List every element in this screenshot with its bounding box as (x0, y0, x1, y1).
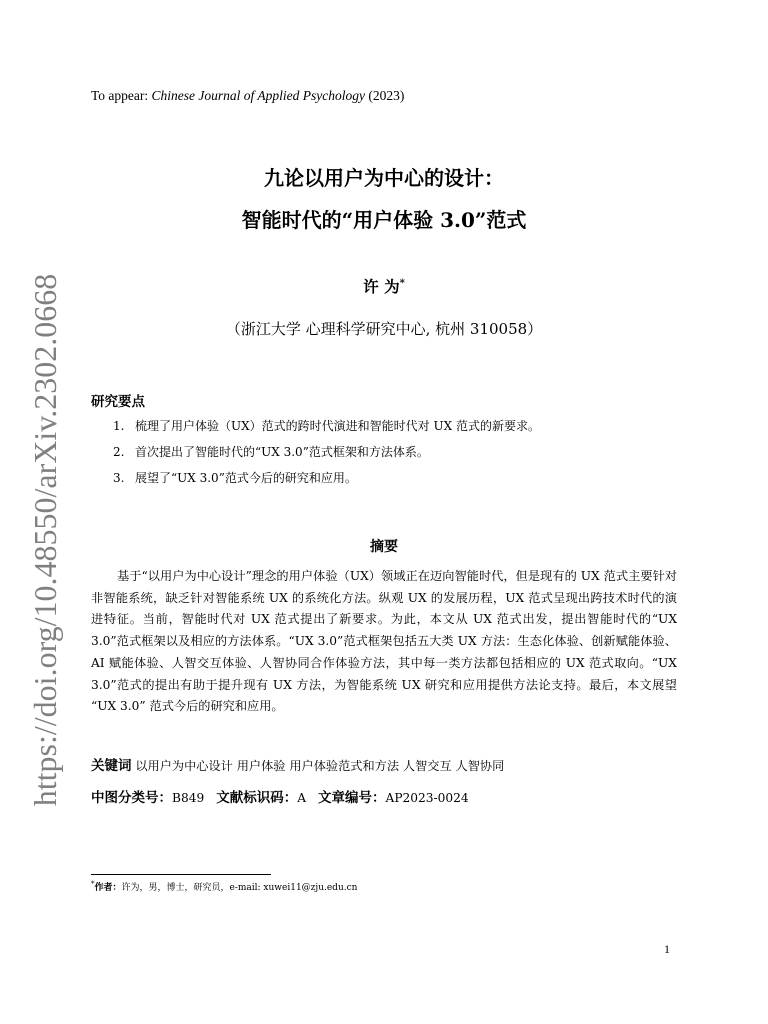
author-name: 许 为 (363, 277, 400, 296)
highlight-number: 1. (113, 419, 125, 433)
highlights-heading: 研究要点 (91, 394, 145, 410)
clc-label: 中图分类号： (91, 790, 172, 806)
highlight-item (113, 418, 540, 444)
keywords-text: 以用户为中心设计 用户体验 用户体验范式和方法 人智交互 人智协同 (135, 759, 505, 773)
highlight-text: 首次提出了智能时代的“UX 3.0”范式框架和方法体系。 (135, 445, 429, 459)
footnote-label: 作者： (94, 883, 122, 893)
doc-code-value: A (297, 791, 307, 805)
abstract-heading: 摘要 (370, 539, 398, 555)
publication-year: (2023) (365, 88, 405, 103)
article-number-value: AP2023-0024 (385, 791, 469, 805)
footnote-mark: * (91, 880, 95, 888)
keywords-label: 关键词 (91, 758, 132, 774)
journal-name: Chinese Journal of Applied Psychology (151, 88, 365, 103)
footnote-divider (91, 874, 271, 875)
footnote (91, 880, 357, 893)
footnote-text: 许为，男，博士，研究员，e-mail: xuwei11@zju.edu.cn (121, 883, 358, 893)
keywords (91, 754, 504, 774)
author-footnote-mark: * (399, 277, 405, 289)
highlight-number: 2. (113, 445, 125, 459)
publication-notice-prefix: To appear: (91, 88, 152, 103)
abstract-body: 基于“以用户为中心设计”理念的用户体验（UX）领域正在迈向智能时代，但是现有的 UX 范式主要针对非智能系统，缺乏针对智能系统 UX 的系统化方法。纵观 UX 的发展历程，UX 范式呈现出跨技术时代的演进特征。当前，智能时代对 UX 范式提出了新要求。为此，本文从 UX 范式出发，提出智能时代的“UX 3.0”范式框架以及相应的方法体系。“UX 3.0”范式框架包括五大类 UX 方法：生态化体验、创新赋能体验、AI 赋能体验、人智交互体验、人智协同合作体验方法，其中每一类方法都包括相应的 UX 范式取向。“UX 3.0”范式的提出有助于提升现有 UX 方法，为智能系统 UX 研究和应用提供方法论支持。最后，本文展望 “UX 3.0” 范式今后的研究和应用。 (91, 569, 677, 714)
paper-title-line-2: 智能时代的“用户体验 3.0”范式 (241, 208, 527, 232)
author (0, 275, 768, 297)
highlight-item (113, 470, 540, 496)
highlight-text: 梳理了用户体验（UX）范式的跨时代演进和智能时代对 UX 范式的新要求。 (135, 419, 540, 433)
page-number: 1 (664, 942, 670, 956)
clc-value: B849 (172, 791, 205, 805)
publication-notice (91, 88, 404, 104)
affiliation: （浙江大学 心理科学研究中心, 杭州 310058） (225, 320, 543, 338)
article-number-label: 文章编号： (318, 790, 386, 806)
paper-title-line-1: 九论以用户为中心的设计： (264, 166, 504, 190)
highlight-number: 3. (113, 471, 125, 485)
classification-line (91, 786, 469, 806)
highlights-list (113, 418, 540, 496)
highlight-item (113, 444, 540, 470)
highlight-text: 展望了“UX 3.0”范式今后的研究和应用。 (135, 471, 357, 485)
doc-code-label: 文献标识码： (216, 790, 298, 806)
arxiv-watermark[interactable]: https://doi.org/10.48550/arXiv.2302.0668 (27, 273, 63, 807)
